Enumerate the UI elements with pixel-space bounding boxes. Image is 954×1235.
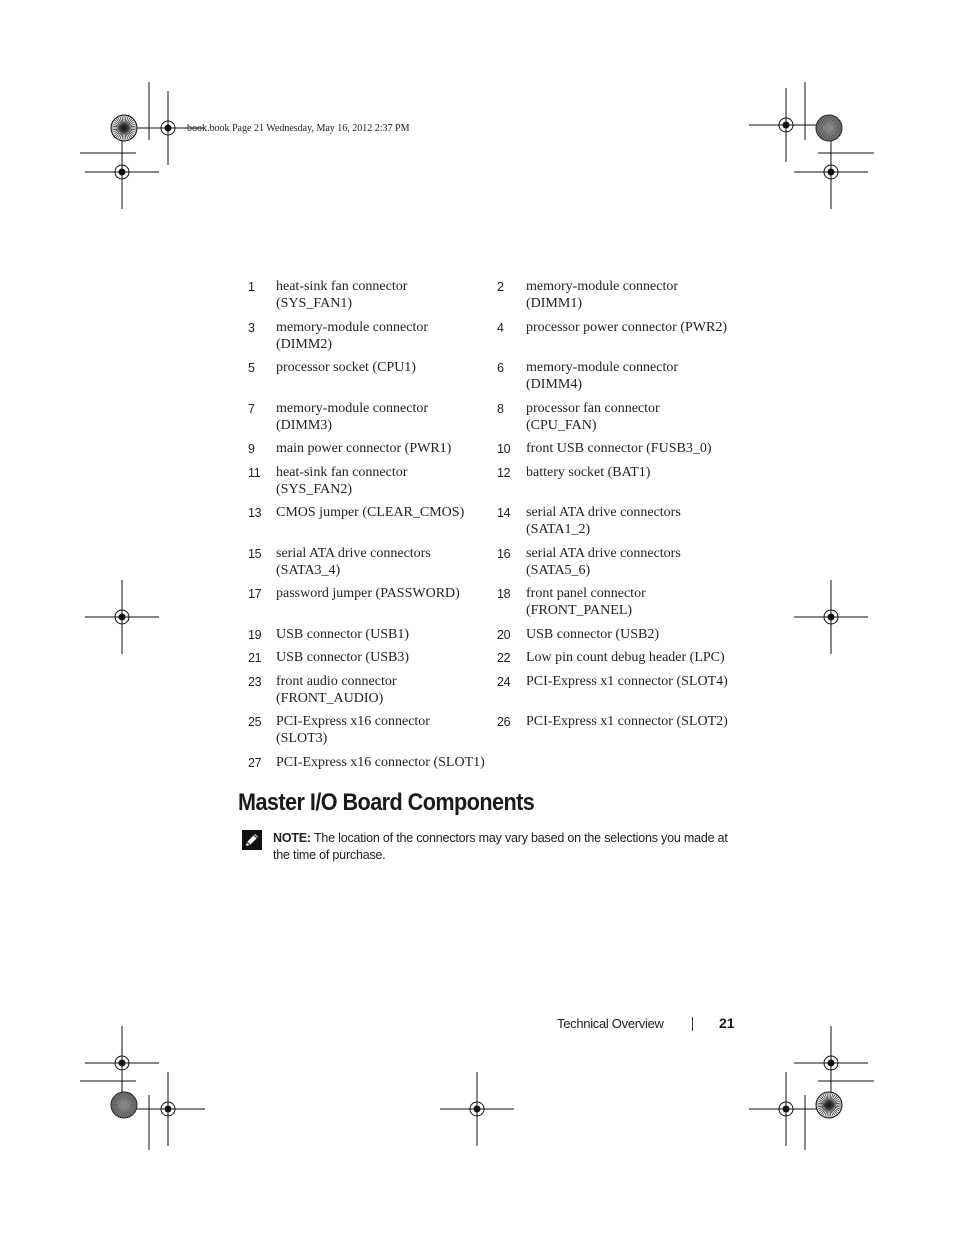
crosshair-mark bbox=[794, 1026, 868, 1100]
section-heading: Master I/O Board Components bbox=[238, 789, 535, 816]
print-header-stamp: book.book Page 21 Wednesday, May 16, 2012 2:37 PM bbox=[187, 123, 410, 134]
legend-description: main power connector (PWR1) bbox=[276, 441, 452, 456]
legend-description: memory-module connector (DIMM2) bbox=[276, 320, 429, 352]
legend-description: memory-module connector (DIMM4) bbox=[526, 360, 679, 392]
legend-number: 3 bbox=[248, 321, 255, 335]
legend-description: Low pin count debug header (LPC) bbox=[526, 650, 725, 665]
legend-description: processor fan connector (CPU_FAN) bbox=[526, 401, 660, 433]
legend-number: 25 bbox=[248, 715, 262, 729]
legend-number: 2 bbox=[497, 280, 504, 294]
legend-description: serial ATA drive connectors (SATA1_2) bbox=[526, 505, 681, 537]
note-text: The location of the connectors may vary based on the selections you made at the time of purchase. bbox=[273, 831, 728, 862]
legend-number: 19 bbox=[248, 628, 262, 642]
legend-description: USB connector (USB2) bbox=[526, 627, 659, 642]
crosshair-mark bbox=[85, 1026, 159, 1100]
note-pencil-icon bbox=[241, 829, 263, 851]
crosshair-mark bbox=[131, 1072, 205, 1146]
legend-number: 8 bbox=[497, 402, 504, 416]
crosshair-mark bbox=[749, 88, 823, 162]
legend-number: 13 bbox=[248, 506, 262, 520]
legend-number: 1 bbox=[248, 280, 255, 294]
legend-number: 22 bbox=[497, 651, 511, 665]
legend-number: 12 bbox=[497, 466, 511, 480]
legend-description: heat-sink fan connector (SYS_FAN1) bbox=[276, 279, 408, 311]
legend-description: USB connector (USB1) bbox=[276, 627, 409, 642]
legend-description: processor socket (CPU1) bbox=[276, 360, 416, 375]
legend-description: password jumper (PASSWORD) bbox=[276, 586, 460, 601]
starburst-mark bbox=[111, 115, 137, 141]
legend-description: serial ATA drive connectors (SATA3_4) bbox=[276, 546, 431, 578]
starburst-mark bbox=[816, 1092, 842, 1118]
legend-description: processor power connector (PWR2) bbox=[526, 320, 727, 335]
legend-number: 27 bbox=[248, 756, 262, 770]
crosshair-mark bbox=[440, 1072, 514, 1146]
legend-description: heat-sink fan connector (SYS_FAN2) bbox=[276, 465, 408, 497]
footer-separator bbox=[692, 1017, 693, 1031]
legend-number: 9 bbox=[248, 442, 255, 456]
footer-chapter-title: Technical Overview bbox=[557, 1016, 664, 1031]
legend-number: 15 bbox=[248, 547, 262, 561]
legend-description: front panel connector (FRONT_PANEL) bbox=[526, 586, 646, 618]
legend-number: 17 bbox=[248, 587, 262, 601]
legend-number: 18 bbox=[497, 587, 511, 601]
legend-number: 24 bbox=[497, 675, 511, 689]
legend-number: 5 bbox=[248, 361, 255, 375]
legend-number: 7 bbox=[248, 402, 255, 416]
legend-number: 26 bbox=[497, 715, 511, 729]
crosshair-mark bbox=[85, 580, 159, 654]
starburst-mark bbox=[816, 115, 842, 141]
crosshair-mark bbox=[794, 135, 868, 209]
note-label: NOTE: bbox=[273, 831, 311, 845]
legend-number: 21 bbox=[248, 651, 262, 665]
legend-description: USB connector (USB3) bbox=[276, 650, 409, 665]
legend-description: front USB connector (FUSB3_0) bbox=[526, 441, 712, 456]
legend-number: 11 bbox=[248, 466, 261, 480]
legend-description: CMOS jumper (CLEAR_CMOS) bbox=[276, 505, 465, 520]
legend-number: 23 bbox=[248, 675, 262, 689]
legend-description: PCI-Express x16 connector (SLOT3) bbox=[276, 714, 430, 746]
legend-description: memory-module connector (DIMM1) bbox=[526, 279, 679, 311]
legend-number: 4 bbox=[497, 321, 504, 335]
page-number: 21 bbox=[719, 1015, 735, 1031]
legend-number: 10 bbox=[497, 442, 511, 456]
legend-description: PCI-Express x1 connector (SLOT2) bbox=[526, 714, 728, 729]
crosshair-mark bbox=[749, 1072, 823, 1146]
legend-number: 16 bbox=[497, 547, 511, 561]
legend-description: memory-module connector (DIMM3) bbox=[276, 401, 429, 433]
starburst-mark bbox=[111, 1092, 137, 1118]
note-paragraph bbox=[273, 830, 743, 864]
legend-description: PCI-Express x1 connector (SLOT4) bbox=[526, 674, 728, 689]
legend-number: 20 bbox=[497, 628, 511, 642]
legend-number: 14 bbox=[497, 506, 511, 520]
legend-description: PCI-Express x16 connector (SLOT1) bbox=[276, 755, 485, 770]
crosshair-mark bbox=[85, 135, 159, 209]
legend-description: battery socket (BAT1) bbox=[526, 465, 651, 480]
legend-description: front audio connector (FRONT_AUDIO) bbox=[276, 674, 397, 706]
crosshair-mark bbox=[794, 580, 868, 654]
legend-number: 6 bbox=[497, 361, 504, 375]
legend-description: serial ATA drive connectors (SATA5_6) bbox=[526, 546, 681, 578]
